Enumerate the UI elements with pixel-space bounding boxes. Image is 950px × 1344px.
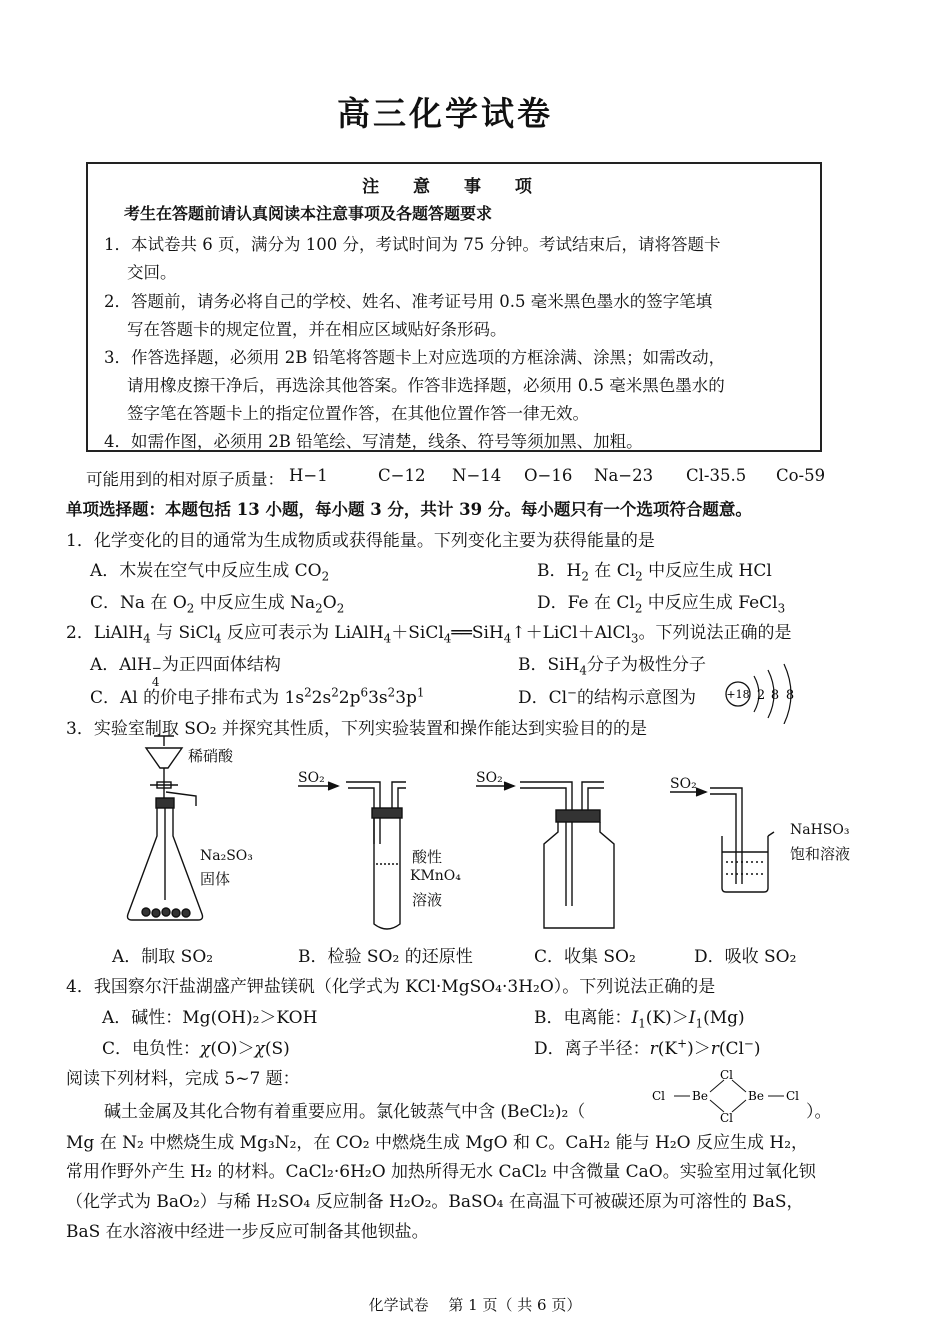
q3-option-d: D．吸收 SO₂ [694, 947, 797, 967]
dimer-cl-top: Cl [720, 1068, 734, 1082]
q4-option-b: B．电离能：$I_1(K)>I_1(Mg)$ [534, 1008, 745, 1031]
page-footer: 化学试卷 第 1 页（ 共 6 页） [368, 1296, 582, 1314]
q2-option-b: B．SiH$_4$分子为极性分子 [518, 655, 706, 678]
shell-2-count: 8 [770, 688, 780, 703]
atomic-mass-h: H−1 [289, 466, 328, 485]
notice-item-1-line-1: 1．本试卷共 6 页，满分为 100 分，考试时间为 75 分钟。考试结束后，请将答题卡 [104, 235, 721, 254]
q4-option-d: D．离子半径：r(K+)＞r(Cl−) [534, 1036, 761, 1059]
notice-item-3-line-1: 3．作答选择题，必须用 2B 铅笔将答题卡上对应选项的方框涂满、涂黑；如需改动， [104, 348, 726, 367]
apparatus-c [476, 782, 614, 928]
label-acid: 稀硝酸 [188, 747, 234, 765]
dimer-be-left: Be [692, 1089, 708, 1103]
chloride-ion-diagram [724, 662, 806, 724]
notice-item-3-line-3: 签字笔在答题卡上的指定位置作答，在其他位置作答一律无效。 [127, 404, 589, 423]
q4-stem: 4．我国察尔汗盐湖盛产钾盐镁矾（化学式为 KCl·MgSO₄·3H₂O）。下列说法正确的是 [66, 977, 716, 997]
label-so2-c: SO₂ [476, 770, 503, 786]
notice-heading: 注 意 事 项 [362, 177, 546, 197]
q4-option-c: C．电负性：χ(O)＞χ(S) [102, 1039, 290, 1059]
atomic-mass-n: N−14 [452, 466, 502, 485]
atomic-mass-co: Co-59 [776, 466, 826, 485]
label-so2-d: SO₂ [670, 776, 697, 792]
atomic-mass-c: C−12 [378, 466, 426, 485]
q3-stem: 3．实验室制取 SO₂ 并探究其性质，下列实验装置和操作能达到实验目的的是 [66, 719, 648, 739]
label-kmno4-3: 溶液 [412, 891, 443, 909]
reading-line-3: （化学式为 BaO₂）与稀 H₂SO₄ 反应制备 H₂O₂。BaSO₄ 在高温下可被碳还原为可溶性的 BaS， [66, 1192, 804, 1212]
dimer-cl-right: Cl [786, 1089, 800, 1103]
q4-option-a: A．碱性：Mg(OH)₂＞KOH [102, 1008, 318, 1028]
q1-option-c: C．Na 在 $O_2$ 中反应生成 $Na_2O_2$ [90, 593, 345, 616]
becl2-dimer-structure [650, 1068, 810, 1124]
atomic-mass-o: O−16 [524, 466, 573, 485]
q2-option-c: C．Al 的价电子排布式为 $1s^22s^22p^63s^23p^1$ [90, 685, 425, 708]
label-solid-2: 固体 [200, 870, 231, 888]
q2-option-a: A．AlH − 4 为正四面体结构 [90, 655, 281, 689]
apparatus-b [298, 782, 406, 929]
label-solid-1: Na₂SO₃ [200, 848, 253, 864]
q1-option-d: D．Fe 在 $Cl_2$ 中反应生成 FeCl$_3$ [537, 593, 786, 616]
section-header: 单项选择题：本题包括 13 小题，每小题 3 分，共计 39 分。每小题只有一个选项符合题意。 [66, 500, 752, 519]
shell-3-count: 8 [785, 688, 795, 703]
q2-stem: 2．LiAlH$_4$ 与 SiCl$_4$ 反应可表示为 LiAlH$_4$＋SiCl$_4$══SiH$_4$↑＋LiCl＋AlCl$_3$。下列说法正确的是 [66, 623, 792, 646]
q3-option-b: B．检验 SO₂ 的还原性 [298, 947, 473, 967]
q1-stem: 1．化学变化的目的通常为生成物质或获得能量。下列变化主要为获得能量的是 [66, 531, 655, 551]
q2-option-d: D．Cl−的结构示意图为 [518, 685, 697, 708]
reading-intro: 阅读下列材料，完成 5~7 题： [66, 1069, 300, 1089]
apparatus-d [670, 788, 774, 892]
atomic-mass-na: Na−23 [594, 466, 654, 485]
q3-option-c: C．收集 SO₂ [534, 947, 636, 967]
label-so2-b: SO₂ [298, 770, 325, 786]
reading-line-4: BaS 在水溶液中经进一步反应可制备其他钡盐。 [66, 1222, 429, 1242]
q1-option-b: B．$H_2$ 在 $Cl_2$ 中反应生成 HCl [537, 561, 772, 584]
atomic-mass-label: 可能用到的相对原子质量： [86, 470, 284, 489]
label-kmno4-1: 酸性 [412, 848, 443, 866]
notice-item-2-line-2: 写在答题卡的规定位置，并在相应区域贴好条形码。 [127, 320, 507, 339]
reading-p1-a: 碱土金属及其化合物有着重要应用。氯化铍蒸气中含 (BeCl₂)₂（ [104, 1102, 586, 1122]
dimer-cl-left: Cl [652, 1089, 666, 1103]
label-nahso3-1: NaHSO₃ [790, 822, 850, 838]
nucleus-label: +18 [726, 688, 750, 701]
label-nahso3-2: 饱和溶液 [790, 845, 851, 863]
atomic-mass-cl: Cl-35.5 [686, 466, 747, 485]
notice-item-2-line-1: 2．答题前，请务必将自己的学校、姓名、准考证号用 0.5 毫米黑色墨水的签字笔填 [104, 292, 713, 311]
shell-1-count: 2 [756, 688, 766, 703]
q1-option-a: A．木炭在空气中反应生成 $CO_2$ [90, 561, 330, 584]
reading-line-1: Mg 在 N₂ 中燃烧生成 Mg₃N₂，在 CO₂ 中燃烧生成 MgO 和 C。CaH₂ 能与 H₂O 反应生成 H₂， [66, 1133, 809, 1153]
dimer-cl-bottom: Cl [720, 1111, 734, 1124]
page-title: 高三化学试卷 [337, 94, 553, 133]
reading-p1-b: ）。 [806, 1102, 832, 1122]
notice-item-1-line-2: 交回。 [127, 263, 177, 282]
notice-subheading: 考生在答题前请认真阅读本注意事项及各题答题要求 [124, 204, 493, 223]
notice-item-3-line-2: 请用橡皮擦干净后，再选涂其他答案。作答非选择题，必须用 0.5 毫米黑色墨水的 [127, 376, 725, 395]
q3-option-a: A．制取 SO₂ [112, 947, 214, 967]
dimer-be-right: Be [748, 1089, 764, 1103]
label-kmno4-2: KMnO₄ [410, 868, 461, 884]
notice-item-4-line-1: 4．如需作图，必须用 2B 铅笔绘、写清楚，线条、符号等须加黑、加粗。 [104, 432, 643, 451]
reading-line-2: 常用作野外产生 H₂ 的材料。CaCl₂·6H₂O 加热所得无水 CaCl₂ 中含微量 CaO。实验室用过氧化钡 [66, 1162, 816, 1182]
